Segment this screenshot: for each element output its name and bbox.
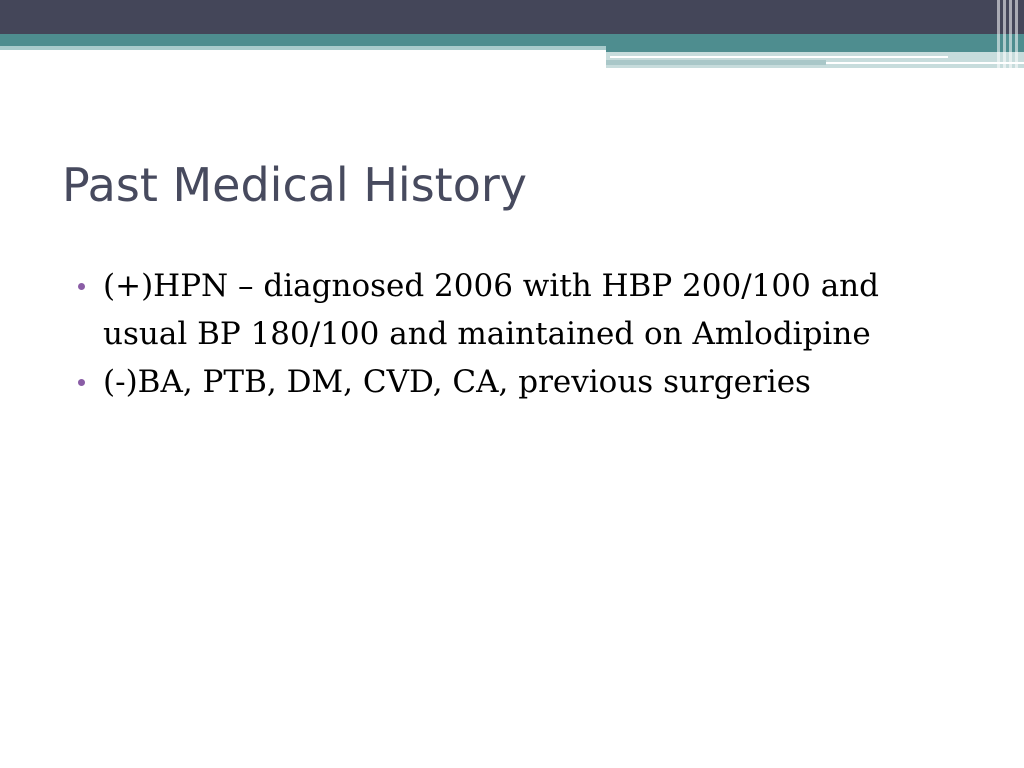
- bullet-text: (+)HPN – diagnosed 2006 with HBP 200/100 and usual BP 180/100 and maintained on Amlodipine: [103, 268, 879, 352]
- bullet-dot-icon: [78, 283, 85, 290]
- bullet-dot-icon: [78, 379, 85, 386]
- header-accent-line: [606, 60, 826, 65]
- slide-title: Past Medical History: [62, 158, 527, 212]
- header-edge-stripes: [994, 0, 1024, 70]
- bullet-item: [74, 358, 944, 406]
- header-band-dark: [0, 0, 1024, 34]
- header-divider-line: [610, 56, 948, 58]
- header-band-teal: [0, 34, 1024, 46]
- bullet-text: (-)BA, PTB, DM, CVD, CA, previous surgeries: [103, 364, 811, 400]
- bullet-item: [74, 262, 944, 358]
- bullet-list: [74, 262, 944, 406]
- header-band-teal-light: [0, 46, 606, 50]
